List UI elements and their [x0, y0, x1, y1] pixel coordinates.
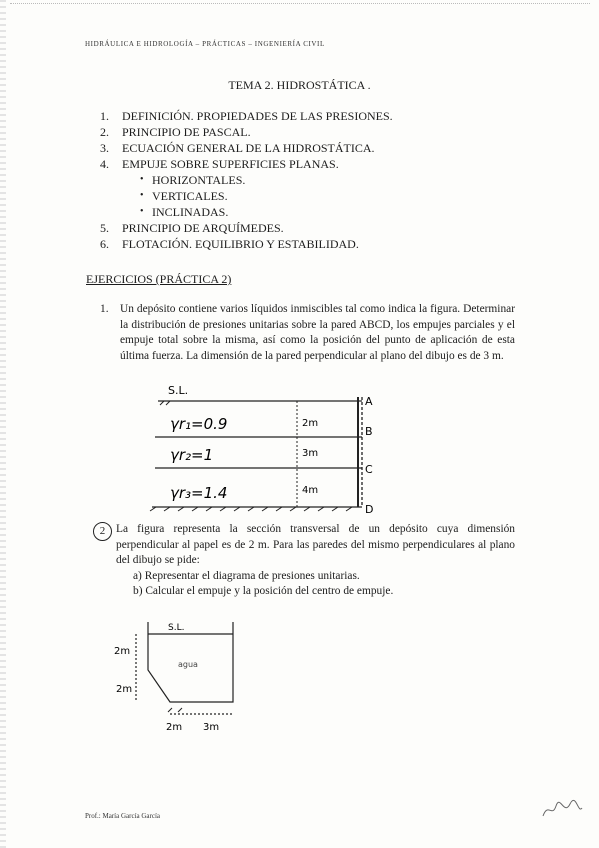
page-header: HIDRÁULICA E HIDROLOGÍA – PRÁCTICAS – INGENIERÍA CIVIL	[85, 40, 325, 48]
binder-margin	[0, 0, 6, 848]
fig2-label-fluid: agua	[178, 660, 198, 669]
topic-text: DEFINICIÓN. PROPIEDADES DE LAS PRESIONES.	[122, 109, 393, 123]
exercise-2-text: La figura representa la sección transversal de un depósito cuya dimensión perpendicular al papel es de 2 m. Para las paredes del mismo perpendiculares al plano del dibujo se pide:	[116, 523, 515, 566]
topic-number: 1.	[100, 109, 109, 123]
fig2-label-h1: 2m	[114, 646, 131, 657]
fig1-point-b: B	[365, 425, 373, 438]
topic-number: 2.	[100, 125, 109, 139]
topic-item	[100, 140, 393, 156]
fig1-label-d3: 4m	[302, 485, 319, 496]
exercise-1-text: Un depósito contiene varios líquidos inmiscibles tal como indica la figura. Determinar la distribución de presiones unitarias sobre la pared ABCD, los empujes parciales y el empuje total sobre la misma, así como la posición del punto de aplicación de esta última fuerza. La dimensión de la pared perpendicular al plano del dibujo es de 3 m.	[120, 303, 515, 362]
topic-subitem	[100, 188, 393, 204]
exercise-2-number: 2	[93, 522, 112, 541]
fig2-label-h2: 2m	[116, 684, 133, 695]
fig1-point-c: C	[365, 463, 373, 476]
topic-text: PRINCIPIO DE ARQUÍMEDES.	[122, 221, 284, 235]
page-title: TEMA 2. HIDROSTÁTICA .	[228, 78, 371, 92]
topic-text: EMPUJE SOBRE SUPERFICIES PLANAS.	[122, 157, 339, 171]
exercise-1-number: 1.	[100, 303, 109, 315]
topic-text: VERTICALES.	[152, 189, 228, 203]
topic-item	[100, 108, 393, 124]
figure-1-tank	[140, 383, 380, 518]
fig1-point-d: D	[365, 503, 374, 516]
exercise-1	[100, 302, 515, 364]
fig1-point-a: A	[365, 395, 373, 408]
topic-number: 4.	[100, 157, 109, 171]
exercise-2	[93, 522, 515, 600]
fig1-label-layer1: γr₁=0.9	[170, 415, 228, 433]
topic-text: INCLINADAS.	[152, 205, 229, 219]
topic-item	[100, 156, 393, 172]
fig2-label-w1: 2m	[166, 722, 183, 733]
fig1-label-layer3: γr₃=1.4	[170, 484, 228, 502]
fig1-label-d2: 3m	[302, 448, 319, 459]
exercise-2-item-a: a) Representar el diagrama de presiones unitarias.	[133, 569, 360, 582]
topic-text: PRINCIPIO DE PASCAL.	[122, 125, 251, 139]
bullet-icon: •	[140, 190, 144, 201]
topic-subitem	[100, 172, 393, 188]
topic-number: 3.	[100, 141, 109, 155]
handwritten-mark	[540, 798, 585, 820]
topic-item	[100, 124, 393, 140]
exercise-2-items	[93, 569, 515, 600]
exercises-heading: EJERCICIOS (PRÁCTICA 2)	[86, 272, 232, 286]
exercise-2-item-b: b) Calcular el empuje y la posición del centro de empuje.	[133, 585, 394, 597]
topic-item	[100, 220, 393, 236]
topic-text: HORIZONTALES.	[152, 173, 246, 187]
scan-top-line	[10, 3, 590, 5]
fig1-label-surface: S.L.	[168, 384, 189, 397]
topic-number: 6.	[100, 237, 109, 251]
bullet-icon: •	[140, 174, 144, 185]
topic-text: ECUACIÓN GENERAL DE LA HIDROSTÁTICA.	[122, 141, 375, 155]
fig2-label-surface: S.L.	[168, 623, 185, 633]
fig1-label-layer2: γr₂=1	[170, 446, 214, 464]
fig2-dim-ticks	[168, 708, 182, 712]
topic-subitem	[100, 204, 393, 220]
figure-2-tank	[108, 612, 258, 742]
fig2-label-w2: 3m	[203, 722, 220, 733]
topic-text: FLOTACIÓN. EQUILIBRIO Y ESTABILIDAD.	[122, 237, 359, 251]
page-footer: Prof.: María García García	[85, 812, 161, 820]
fig1-label-d1: 2m	[302, 418, 319, 429]
bullet-icon: •	[140, 206, 144, 217]
topic-list	[100, 108, 393, 252]
topic-item	[100, 236, 393, 252]
topic-number: 5.	[100, 221, 109, 235]
